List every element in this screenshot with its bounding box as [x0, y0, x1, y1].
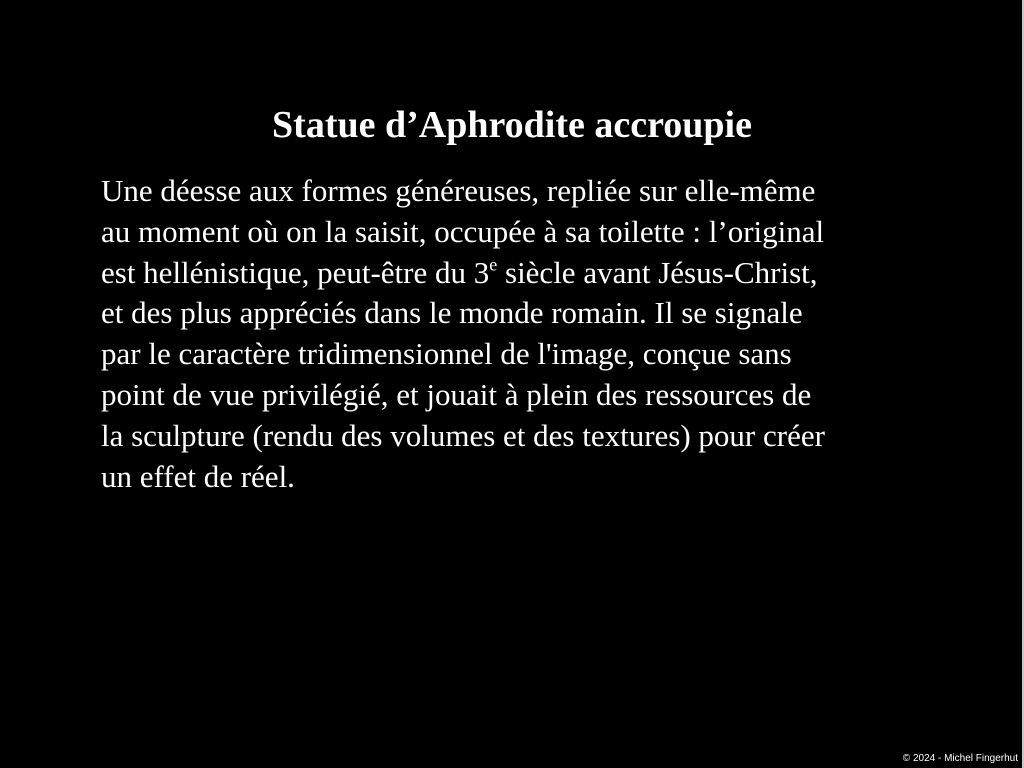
- paragraph-line-segment: est hellénistique, peut-être du 3: [101, 254, 490, 290]
- paragraph-line: et des plus appréciés dans le monde romain. Il se signale: [101, 295, 803, 331]
- slide-paragraph: [101, 171, 941, 497]
- paragraph-line: point de vue privilégié, et jouait à plein des ressources de: [101, 376, 812, 412]
- paragraph-line: par le caractère tridimensionnel de l'image, conçue sans: [101, 336, 792, 372]
- paragraph-line: au moment où on la saisit, occupée à sa toilette : l’original: [101, 213, 825, 249]
- copyright-footer: © 2024 - Michel Fingerhut: [902, 753, 1018, 764]
- slide-title: Statue d’Aphrodite accroupie: [272, 104, 752, 146]
- paragraph-line: [101, 253, 941, 294]
- paragraph-line: un effet de réel.: [101, 458, 295, 494]
- paragraph-line: la sculpture (rendu des volumes et des textures) pour créer: [101, 417, 825, 453]
- century-superscript: e: [489, 254, 498, 274]
- paragraph-line-segment: siècle avant Jésus-Christ,: [497, 254, 818, 290]
- paragraph-line: Une déesse aux formes généreuses, repliée sur elle-même: [101, 173, 816, 208]
